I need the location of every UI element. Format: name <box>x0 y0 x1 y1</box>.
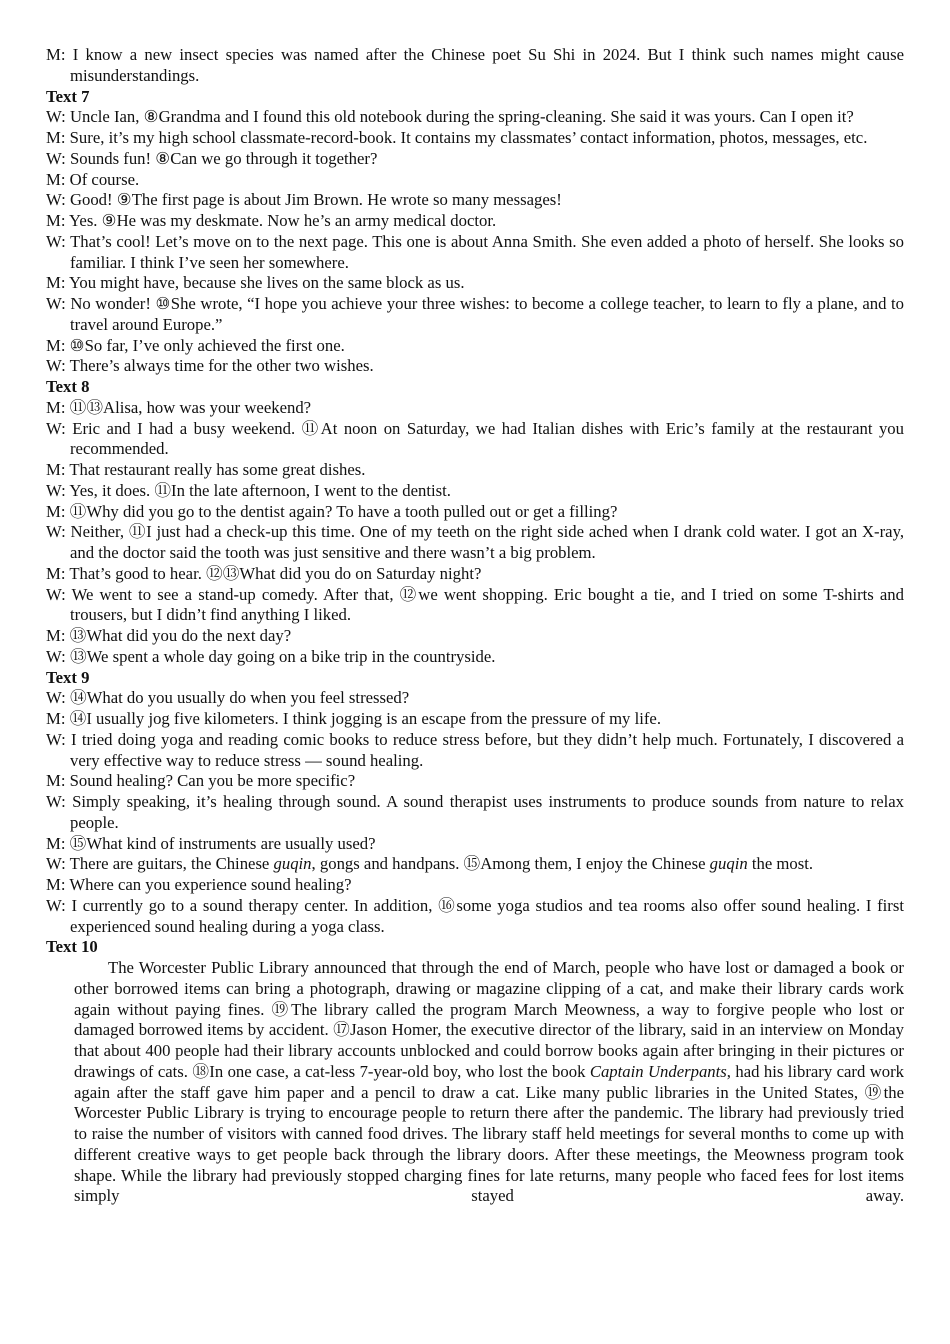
dialogue-line: M: That’s good to hear. ⑫⑬What did you do on Saturday night? <box>46 563 482 583</box>
dialogue-line: W: I tried doing yoga and reading comic books to reduce stress before, but they didn’t help much. Fortunately, I discovered a very effective way to reduce stress — sound healing. <box>46 729 904 770</box>
dialogue-line: M: That restaurant really has some great dishes. <box>46 460 366 479</box>
italic-term: Captain Underpants <box>589 1061 727 1081</box>
dialogue-line: M: Where can you experience sound healing? <box>46 875 352 894</box>
dialogue-line: M: I know a new insect species was named after the Chinese poet Su Shi in 2024. But I think such names might cause misunderstandings. <box>46 45 904 85</box>
section-heading-text-8: Text 8 <box>46 377 90 396</box>
dialogue-line: M: ⑩So far, I’ve only achieved the first one. <box>46 335 345 355</box>
dialogue-line: M: Of course. <box>46 169 140 189</box>
section-heading-text-7: Text 7 <box>46 86 90 106</box>
dialogue-line: W: Uncle Ian, ⑧Grandma and I found this old notebook during the spring-cleaning. She said it was yours. Can I open it? <box>46 107 854 127</box>
dialogue-line: M: ⑬What did you do the next day? <box>46 626 292 645</box>
italic-term: guqin <box>709 854 748 874</box>
italic-term: guqin <box>273 854 312 874</box>
dialogue-line: M: Sound healing? Can you be more specific? <box>46 771 356 791</box>
dialogue-line: W: No wonder! ⑩She wrote, “I hope you achieve your three wishes: to become a college teacher, to learn to fly a plane, and to travel around Europe.” <box>46 294 904 334</box>
dialogue-line: W: I currently go to a sound therapy center. In addition, ⑯some yoga studios and tea rooms also offer sound healing. I first experienced sound healing during a yoga class. <box>46 895 904 936</box>
dialogue-line: W: Good! ⑨The first page is about Jim Brown. He wrote so many messages! <box>46 190 562 210</box>
section-heading-text-9: Text 9 <box>46 667 90 687</box>
dialogue-line: W: There are guitars, the Chinese guqin, gongs and handpans. ⑮Among them, I enjoy the Chinese guqin the most. <box>46 854 814 874</box>
dialogue-line: W: Eric and I had a busy weekend. ⑪At noon on Saturday, we had Italian dishes with Eric’s family at the restaurant you recommended. <box>46 418 904 459</box>
monologue-passage: The Worcester Public Library announced that through the end of March, people who have lost or damaged a book or other borrowed items can bring a photograph, drawing or magazine clipping of a cat, and make their library cards work again without paying fines. ⑲The library called the program March Meowness, a way to forgive people who lost or damaged borrowed items by accident. ⑰Jason Homer, the executive director of the library, said in an interview on Monday that about 400 people had their library accounts unblocked and could borrow books again after bringing in their pictures or drawings of cats. ⑱In one case, a cat-less 7-year-old boy, who lost the book Captain Underpants, had his library card work again after the staff gave him paper and a pencil to draw a cat. Like many public libraries in the United States, ⑲the Worcester Public Library is trying to encourage people to return there after the pandemic. The library had previously tried to raise the number of visitors with canned food drives. The library staff held meetings for several months to come up with different creative ways to get people back through the library doors. After these meetings, the Meowness program took shape. While the library had previously stopped charging fines for late returns, many people who faced fees for lost items simply stayed away. <box>74 958 904 1206</box>
dialogue-line: W: Sounds fun! ⑧Can we go through it together? <box>46 148 378 168</box>
dialogue-line: W: ⑬We spent a whole day going on a bike trip in the countryside. <box>46 646 496 666</box>
dialogue-line: M: ⑪⑬Alisa, how was your weekend? <box>46 397 312 417</box>
dialogue-line: M: Sure, it’s my high school classmate-record-book. It contains my classmates’ contact information, photos, messages, etc. <box>46 128 868 147</box>
dialogue-line: W: There’s always time for the other two wishes. <box>46 356 374 376</box>
dialogue-line: W: Neither, ⑪I just had a check-up this time. One of my teeth on the right side ached when I drank cold water. I got an X-ray, and the doctor said the tooth was just sensitive and there wasn’t a big problem. <box>46 522 904 562</box>
dialogue-line: M: You might have, because she lives on the same block as us. <box>46 273 465 293</box>
dialogue-line: M: ⑪Why did you go to the dentist again? To have a tooth pulled out or get a filling? <box>46 501 618 521</box>
section-heading-text-10: Text 10 <box>46 937 98 957</box>
dialogue-line: W: Yes, it does. ⑪In the late afternoon, I went to the dentist. <box>46 480 451 500</box>
dialogue-line: W: We went to see a stand-up comedy. After that, ⑫we went shopping. Eric bought a tie, and I tried on some T-shirts and trousers, but I didn’t find anything I liked. <box>46 584 904 625</box>
dialogue-line: M: Yes. ⑨He was my deskmate. Now he’s an army medical doctor. <box>46 211 497 230</box>
dialogue-line: W: Simply speaking, it’s healing through sound. A sound therapist uses instruments to produce sounds from nature to relax people. <box>46 792 904 832</box>
dialogue-line: M: ⑭I usually jog five kilometers. I think jogging is an escape from the pressure of my life. <box>46 709 661 728</box>
dialogue-line: W: ⑭What do you usually do when you feel stressed? <box>46 688 410 708</box>
dialogue-line: M: ⑮What kind of instruments are usually used? <box>46 833 376 853</box>
dialogue-line: W: That’s cool! Let’s move on to the next page. This one is about Anna Smith. She even added a photo of herself. She looks so familiar. I think I’ve seen her somewhere. <box>46 231 904 272</box>
